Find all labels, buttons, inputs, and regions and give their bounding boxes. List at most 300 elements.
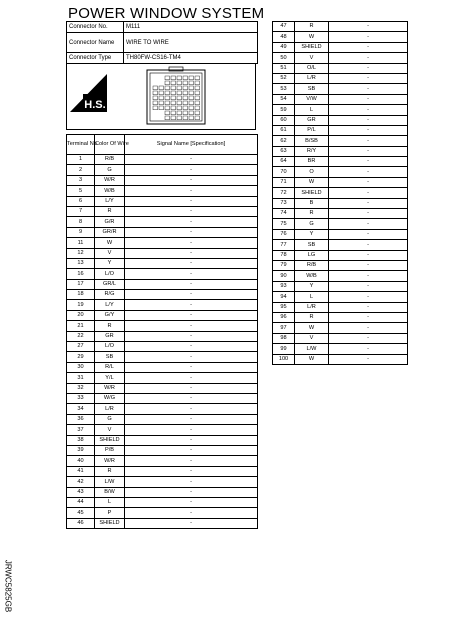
wire-color: O/L (295, 63, 329, 73)
table-header-row (67, 135, 258, 155)
wire-color: Y/L (95, 373, 125, 383)
signal-name: - (125, 393, 258, 403)
connector-pin (159, 91, 164, 95)
terminal-number: 5 (67, 186, 95, 196)
connector-pin (153, 86, 158, 90)
signal-name: - (125, 258, 258, 268)
table-row (273, 136, 408, 146)
table-row (273, 344, 408, 354)
wire-color: W (295, 323, 329, 333)
signal-name: - (329, 157, 408, 167)
table-row (273, 84, 408, 94)
wire-color: G/Y (95, 310, 125, 320)
connector-name-value: WIRE TO WIRE (124, 33, 258, 53)
table-row (67, 414, 258, 424)
table-row (273, 146, 408, 156)
signal-name: - (329, 167, 408, 177)
table-row (273, 240, 408, 250)
signal-name: - (125, 238, 258, 248)
table-row (273, 73, 408, 83)
wire-color: W/B (295, 271, 329, 281)
table-row (273, 271, 408, 281)
terminal-number: 93 (273, 281, 295, 291)
connector-pin (189, 96, 194, 100)
signal-name: - (125, 342, 258, 352)
wire-color: V/W (295, 94, 329, 104)
connector-pin (171, 81, 176, 85)
wire-color: W/G (95, 393, 125, 403)
wire-color: R/G (95, 290, 125, 300)
terminal-number: 75 (273, 219, 295, 229)
table-row (273, 323, 408, 333)
wire-color: Y (295, 229, 329, 239)
connector-pin (183, 91, 188, 95)
wire-color: W (295, 32, 329, 42)
signal-name: - (125, 321, 258, 331)
signal-name: - (125, 414, 258, 424)
signal-name: - (125, 477, 258, 487)
connector-diagram (67, 64, 257, 130)
connector-pin (159, 96, 164, 100)
terminal-number: 62 (273, 136, 295, 146)
connector-pin (177, 81, 182, 85)
terminal-number: 97 (273, 323, 295, 333)
wire-color: L/Y (95, 196, 125, 206)
signal-name: - (329, 42, 408, 52)
table-row (273, 94, 408, 104)
terminal-number: 21 (67, 321, 95, 331)
terminal-number: 22 (67, 331, 95, 341)
wire-color: SHIELD (95, 518, 125, 528)
signal-name: - (329, 198, 408, 208)
wire-color: W/R (95, 383, 125, 393)
wire-color: R (295, 22, 329, 32)
wire-color: GR/L (95, 279, 125, 289)
terminal-number: 74 (273, 209, 295, 219)
connector-pin (165, 86, 170, 90)
connector-pin (177, 76, 182, 80)
signal-name: - (125, 248, 258, 258)
signal-name: - (125, 373, 258, 383)
signal-header: Signal Name [Specification] (125, 135, 258, 155)
connector-type-label: Connector Type (67, 53, 124, 64)
terminal-number: 71 (273, 177, 295, 187)
signal-name: - (329, 22, 408, 32)
terminal-number: 17 (67, 279, 95, 289)
terminal-header: Terminal No. (67, 135, 95, 155)
wire-color: L (295, 292, 329, 302)
signal-name: - (329, 271, 408, 281)
terminal-number: 98 (273, 333, 295, 343)
table-row (67, 508, 258, 518)
terminal-number: 36 (67, 414, 95, 424)
signal-name: - (329, 240, 408, 250)
table-row (273, 281, 408, 291)
connector-pin (189, 76, 194, 80)
signal-name: - (125, 425, 258, 435)
signal-name: - (329, 209, 408, 219)
signal-name: - (125, 362, 258, 372)
connector-pin (177, 106, 182, 110)
terminal-number: 32 (67, 383, 95, 393)
signal-name: - (125, 290, 258, 300)
connector-pin (159, 86, 164, 90)
terminal-number: 48 (273, 32, 295, 42)
connector-pin (195, 91, 200, 95)
terminal-number: 33 (67, 393, 95, 403)
wire-color: B (295, 198, 329, 208)
connector-pin (165, 96, 170, 100)
terminal-number: 13 (67, 258, 95, 268)
signal-name: - (125, 435, 258, 445)
signal-name: - (125, 227, 258, 237)
terminal-number: 40 (67, 456, 95, 466)
connector-pin (165, 76, 170, 80)
terminal-number: 100 (273, 354, 295, 364)
connector-pin (177, 101, 182, 105)
table-row (273, 22, 408, 32)
connector-pin (171, 96, 176, 100)
table-row (67, 206, 258, 216)
terminal-number: 43 (67, 487, 95, 497)
terminal-number: 53 (273, 84, 295, 94)
connector-pin (165, 116, 170, 120)
table-row (67, 352, 258, 362)
connector-pin (195, 101, 200, 105)
connector-number-row (67, 22, 258, 33)
terminal-number: 49 (273, 42, 295, 52)
signal-name: - (329, 136, 408, 146)
signal-name: - (329, 84, 408, 94)
terminal-number: 73 (273, 198, 295, 208)
signal-name: - (329, 344, 408, 354)
terminal-table-right (272, 21, 408, 365)
connector-pin (189, 101, 194, 105)
connector-pin (195, 86, 200, 90)
terminal-number: 46 (67, 518, 95, 528)
connector-pin (189, 81, 194, 85)
signal-name: - (125, 165, 258, 175)
table-row (67, 186, 258, 196)
table-row (67, 373, 258, 383)
wire-color: Y (295, 281, 329, 291)
connector-pin (171, 76, 176, 80)
wire-color: R (95, 321, 125, 331)
table-row (273, 198, 408, 208)
table-row (67, 383, 258, 393)
terminal-number: 42 (67, 477, 95, 487)
connector-pin (195, 81, 200, 85)
table-row (67, 217, 258, 227)
wire-color: R/L (95, 362, 125, 372)
terminal-number: 16 (67, 269, 95, 279)
table-row (273, 32, 408, 42)
table-row (273, 63, 408, 73)
signal-name: - (329, 105, 408, 115)
table-row (67, 497, 258, 507)
connector-pin (189, 106, 194, 110)
wire-color: G (295, 219, 329, 229)
terminal-number: 30 (67, 362, 95, 372)
connector-number-label: Connector No. (67, 22, 124, 33)
wire-color: R/Y (295, 146, 329, 156)
terminal-number: 34 (67, 404, 95, 414)
terminal-number: 20 (67, 310, 95, 320)
wire-color: R (95, 206, 125, 216)
connector-pin (183, 116, 188, 120)
table-row (67, 279, 258, 289)
terminal-number: 72 (273, 188, 295, 198)
connector-face-icon (147, 67, 205, 124)
connector-pin (165, 111, 170, 115)
signal-name: - (329, 292, 408, 302)
terminal-number: 94 (273, 292, 295, 302)
connector-pin (189, 116, 194, 120)
wire-color: SB (95, 352, 125, 362)
wire-color: V (95, 248, 125, 258)
table-row (67, 393, 258, 403)
table-row (67, 175, 258, 185)
signal-name: - (125, 352, 258, 362)
signal-name: - (125, 383, 258, 393)
terminal-number: 41 (67, 466, 95, 476)
page-title: POWER WINDOW SYSTEM (68, 5, 265, 22)
connector-pin (183, 111, 188, 115)
wire-color: SB (295, 240, 329, 250)
table-row (273, 115, 408, 125)
terminal-number: 1 (67, 155, 95, 165)
wire-color: L (295, 105, 329, 115)
wire-color: W/R (95, 175, 125, 185)
terminal-number: 79 (273, 260, 295, 270)
hs-label: H.S. (84, 99, 106, 111)
connector-pin (159, 101, 164, 105)
table-row (67, 238, 258, 248)
signal-name: - (125, 155, 258, 165)
wire-color: SHIELD (95, 435, 125, 445)
terminal-number: 70 (273, 167, 295, 177)
wire-color: B/SB (295, 136, 329, 146)
signal-name: - (329, 63, 408, 73)
terminal-number: 52 (273, 73, 295, 83)
terminal-number: 12 (67, 248, 95, 258)
signal-name: - (329, 73, 408, 83)
connector-pin (171, 111, 176, 115)
terminal-number: 7 (67, 206, 95, 216)
connector-pin (159, 106, 164, 110)
signal-name: - (329, 333, 408, 343)
connector-info-table (66, 21, 258, 64)
signal-name: - (329, 281, 408, 291)
wire-color: SHIELD (295, 188, 329, 198)
table-row (273, 157, 408, 167)
wire-color: R (295, 209, 329, 219)
connector-pin (177, 96, 182, 100)
connector-pin (171, 106, 176, 110)
terminal-number: 39 (67, 445, 95, 455)
signal-name: - (125, 518, 258, 528)
terminal-number: 18 (67, 290, 95, 300)
signal-name: - (329, 354, 408, 364)
table-row (67, 331, 258, 341)
signal-name: - (329, 323, 408, 333)
wire-color: L (95, 497, 125, 507)
connector-pin (195, 96, 200, 100)
connector-type-value: TH80FW-CS16-TM4 (124, 53, 258, 64)
connector-pin (165, 81, 170, 85)
wire-color: R (295, 312, 329, 322)
wire-color: SHIELD (295, 42, 329, 52)
wire-color: SB (295, 84, 329, 94)
table-row (273, 177, 408, 187)
terminal-number: 44 (67, 497, 95, 507)
wire-color: L/W (95, 477, 125, 487)
signal-name: - (125, 279, 258, 289)
wire-color: G/R (95, 217, 125, 227)
wire-color: BR (295, 157, 329, 167)
signal-name: - (329, 115, 408, 125)
table-row (67, 445, 258, 455)
table-row (273, 260, 408, 270)
terminal-number: 27 (67, 342, 95, 352)
table-row (67, 466, 258, 476)
table-row (273, 219, 408, 229)
table-row (67, 477, 258, 487)
connector-pin (171, 116, 176, 120)
signal-name: - (125, 466, 258, 476)
wire-color: W (295, 354, 329, 364)
side-code (1, 556, 15, 616)
side-code-text: JRWC5825GB (3, 559, 13, 613)
wire-color: Y (95, 258, 125, 268)
signal-name: - (329, 125, 408, 135)
table-row (67, 269, 258, 279)
wire-color: L/R (295, 73, 329, 83)
table-row (273, 188, 408, 198)
connector-pin (195, 106, 200, 110)
terminal-number: 96 (273, 312, 295, 322)
signal-name: - (125, 445, 258, 455)
signal-name: - (329, 188, 408, 198)
terminal-number: 19 (67, 300, 95, 310)
signal-name: - (125, 206, 258, 216)
wire-color: L/O (95, 342, 125, 352)
table-row (67, 227, 258, 237)
signal-name: - (125, 497, 258, 507)
connector-figure (66, 64, 256, 130)
wire-color: R (95, 466, 125, 476)
terminal-number: 31 (67, 373, 95, 383)
wire-color: V (295, 333, 329, 343)
connector-pin (177, 91, 182, 95)
connector-pin (189, 86, 194, 90)
table-row (273, 42, 408, 52)
terminal-number: 8 (67, 217, 95, 227)
terminal-number: 77 (273, 240, 295, 250)
terminal-number: 59 (273, 105, 295, 115)
terminal-number: 47 (273, 22, 295, 32)
connector-pin (171, 91, 176, 95)
table-row (273, 292, 408, 302)
signal-name: - (125, 310, 258, 320)
signal-name: - (329, 260, 408, 270)
signal-name: - (125, 196, 258, 206)
terminal-number: 50 (273, 53, 295, 63)
connector-pin (183, 106, 188, 110)
terminal-number: 37 (67, 425, 95, 435)
wire-color: L/R (95, 404, 125, 414)
table-row (67, 404, 258, 414)
signal-name: - (125, 487, 258, 497)
wire-color: GR/R (95, 227, 125, 237)
terminal-number: 29 (67, 352, 95, 362)
connector-type-row (67, 53, 258, 64)
wire-color: W/R (95, 456, 125, 466)
connector-number-value: M111 (124, 22, 258, 33)
wire-color: O (295, 167, 329, 177)
table-row (273, 167, 408, 177)
signal-name: - (329, 146, 408, 156)
terminal-number: 78 (273, 250, 295, 260)
terminal-number: 99 (273, 344, 295, 354)
wire-color: L/R (295, 302, 329, 312)
connector-pin (177, 86, 182, 90)
table-row (273, 105, 408, 115)
table-row (67, 258, 258, 268)
connector-pin (177, 116, 182, 120)
table-row (273, 229, 408, 239)
table-row (273, 125, 408, 135)
connector-name-label: Connector Name (67, 33, 124, 53)
table-row (67, 342, 258, 352)
terminal-number: 11 (67, 238, 95, 248)
connector-pin (195, 76, 200, 80)
signal-name: - (125, 300, 258, 310)
signal-name: - (329, 219, 408, 229)
connector-name-row (67, 33, 258, 53)
terminal-number: 3 (67, 175, 95, 185)
wire-color: G (95, 414, 125, 424)
table-row (273, 209, 408, 219)
table-row (67, 155, 258, 165)
signal-name: - (329, 177, 408, 187)
wire-color: LG (295, 250, 329, 260)
connector-pin (153, 106, 158, 110)
table-row (273, 354, 408, 364)
terminal-number: 54 (273, 94, 295, 104)
connector-pin (177, 111, 182, 115)
wire-color: P (95, 508, 125, 518)
connector-pin (195, 116, 200, 120)
wire-color: R/B (95, 155, 125, 165)
signal-name: - (125, 175, 258, 185)
table-row (273, 302, 408, 312)
connector-pin (153, 96, 158, 100)
terminal-number: 63 (273, 146, 295, 156)
table-row (67, 321, 258, 331)
signal-name: - (125, 331, 258, 341)
signal-name: - (125, 508, 258, 518)
connector-pin (153, 101, 158, 105)
table-row (67, 165, 258, 175)
signal-name: - (125, 269, 258, 279)
signal-name: - (125, 404, 258, 414)
connector-pin (153, 91, 158, 95)
wire-color: L/W (295, 344, 329, 354)
terminal-number: 2 (67, 165, 95, 175)
terminal-number: 38 (67, 435, 95, 445)
terminal-table-left (66, 134, 258, 529)
